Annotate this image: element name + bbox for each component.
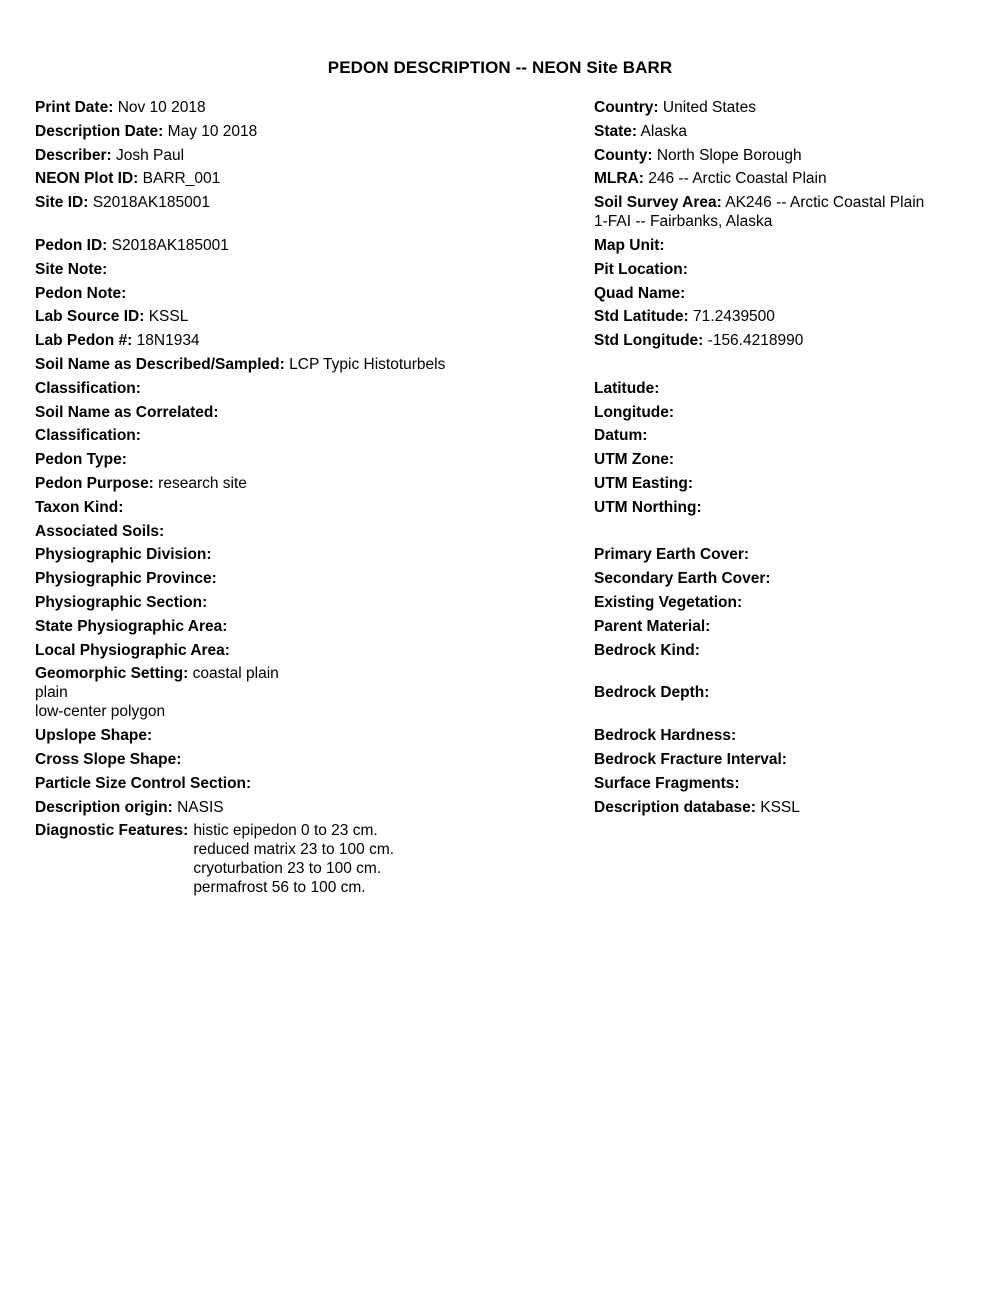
field-line xyxy=(594,426,965,445)
field-cell-left xyxy=(35,307,594,326)
field-label: Std Longitude: xyxy=(594,332,704,350)
field-row xyxy=(35,617,965,636)
field-label: Bedrock Depth: xyxy=(594,684,710,702)
field-cell-right xyxy=(594,193,965,231)
field-label: Pedon ID: xyxy=(35,236,108,254)
field-label: MLRA: xyxy=(594,170,644,188)
field-cell-left xyxy=(35,474,594,493)
field-cell-left xyxy=(35,450,594,469)
field-cell-left xyxy=(35,379,594,398)
field-cell-right xyxy=(594,474,965,493)
field-line xyxy=(594,98,965,117)
page-title: PEDON DESCRIPTION -- NEON Site BARR xyxy=(327,58,673,77)
field-label: Map Unit: xyxy=(594,236,665,254)
field-line xyxy=(35,522,594,541)
field-line xyxy=(35,498,594,517)
field-label: Geomorphic Setting: xyxy=(35,665,189,683)
field-line xyxy=(594,641,965,660)
field-line xyxy=(35,236,594,255)
field-value: -156.4218990 xyxy=(707,332,804,350)
field-row xyxy=(35,545,965,564)
field-label: Lab Pedon #: xyxy=(35,332,133,350)
field-line xyxy=(35,122,594,141)
field-value: plain xyxy=(35,684,68,702)
field-label: Soil Name as Described/Sampled: xyxy=(35,355,285,373)
field-cell-left xyxy=(35,146,594,165)
field-label: Particle Size Control Section: xyxy=(35,774,252,792)
field-cell-right xyxy=(594,798,965,817)
field-label: Pit Location: xyxy=(594,260,688,278)
field-label: Primary Earth Cover: xyxy=(594,546,750,564)
field-value: S2018AK185001 xyxy=(92,194,210,212)
field-line xyxy=(35,355,594,374)
field-cell-left xyxy=(35,426,594,445)
field-line xyxy=(594,169,965,188)
field-row xyxy=(35,169,965,188)
field-value: KSSL xyxy=(760,798,800,816)
field-row xyxy=(35,122,965,141)
field-cell-left xyxy=(35,236,594,255)
field-label: NEON Plot ID: xyxy=(35,170,139,188)
field-value: reduced matrix 23 to 100 cm. xyxy=(193,841,395,859)
field-value: low-center polygon xyxy=(35,703,166,721)
field-label: State: xyxy=(594,122,638,140)
field-line xyxy=(35,426,594,445)
field-label: Bedrock Fracture Interval: xyxy=(594,750,787,768)
field-cell-right xyxy=(594,426,965,445)
field-line xyxy=(35,307,594,326)
field-cell-right xyxy=(594,774,965,793)
field-line xyxy=(35,683,594,702)
field-cell-left xyxy=(35,617,594,636)
field-cell-right xyxy=(594,593,965,612)
field-row xyxy=(35,498,965,517)
field-label: Description Date: xyxy=(35,122,164,140)
field-label: Physiographic Division: xyxy=(35,546,212,564)
field-label: Parent Material: xyxy=(594,617,711,635)
field-line xyxy=(594,726,965,745)
field-row xyxy=(35,284,965,303)
field-line xyxy=(35,545,594,564)
field-value: NASIS xyxy=(177,798,224,816)
field-line xyxy=(594,683,965,702)
field-cell-left xyxy=(35,331,594,350)
field-label: Pedon Purpose: xyxy=(35,474,154,492)
field-cell-left xyxy=(35,355,594,374)
field-value: BARR_001 xyxy=(142,170,221,188)
field-row xyxy=(35,474,965,493)
field-line xyxy=(35,331,594,350)
field-line xyxy=(594,146,965,165)
field-line xyxy=(35,146,594,165)
field-label: Diagnostic Features: xyxy=(35,822,189,840)
field-label: Bedrock Kind: xyxy=(594,641,700,659)
field-label: Classification: xyxy=(35,427,141,445)
field-label: Bedrock Hardness: xyxy=(594,727,737,745)
field-cell-left xyxy=(35,284,594,303)
field-label: Print Date: xyxy=(35,99,114,116)
field-cell-right xyxy=(594,617,965,636)
field-line xyxy=(35,798,594,817)
field-value: Alaska xyxy=(640,122,688,140)
field-line xyxy=(594,212,965,231)
field-line xyxy=(594,450,965,469)
field-line xyxy=(35,774,594,793)
field-label: Taxon Kind: xyxy=(35,498,124,516)
field-line xyxy=(594,403,965,422)
field-line xyxy=(35,726,594,745)
field-cell-right xyxy=(594,450,965,469)
field-line xyxy=(35,750,594,769)
field-row xyxy=(35,664,965,721)
field-cell-left xyxy=(35,260,594,279)
field-line xyxy=(35,474,594,493)
field-cell-right xyxy=(594,260,965,279)
field-line xyxy=(594,593,965,612)
field-label: Site ID: xyxy=(35,194,89,212)
field-line xyxy=(35,617,594,636)
field-row xyxy=(35,193,965,231)
field-cell-left xyxy=(35,750,594,769)
field-label: County: xyxy=(594,146,653,164)
field-label: Upslope Shape: xyxy=(35,727,153,745)
field-value: 18N1934 xyxy=(136,332,200,350)
field-cell-left xyxy=(35,403,594,422)
field-label: Std Latitude: xyxy=(594,308,689,326)
field-line xyxy=(35,379,594,398)
field-cell-right xyxy=(594,331,965,350)
field-row xyxy=(35,98,965,117)
field-cell-left xyxy=(35,726,594,745)
field-label: Site Note: xyxy=(35,260,108,278)
field-row xyxy=(35,146,965,165)
field-line xyxy=(594,498,965,517)
field-row xyxy=(35,260,965,279)
field-cell-right xyxy=(594,169,965,188)
field-cell-left xyxy=(35,122,594,141)
field-label: Classification: xyxy=(35,379,141,397)
field-cell-left xyxy=(35,664,594,721)
field-value: 246 -- Arctic Coastal Plain xyxy=(648,170,827,188)
field-cell-right xyxy=(594,726,965,745)
field-line xyxy=(35,284,594,303)
field-label: Describer: xyxy=(35,146,112,164)
field-line xyxy=(594,331,965,350)
field-cell-left xyxy=(35,193,594,212)
field-cell-left xyxy=(35,593,594,612)
field-line xyxy=(594,193,965,212)
field-value: coastal plain xyxy=(192,665,279,683)
field-row xyxy=(35,821,965,897)
field-line xyxy=(594,774,965,793)
field-line xyxy=(594,236,965,255)
field-cell-right xyxy=(594,284,965,303)
field-cell-right xyxy=(594,236,965,255)
field-cell-left xyxy=(35,498,594,517)
field-label: Datum: xyxy=(594,427,648,445)
field-line xyxy=(594,284,965,303)
field-label: Physiographic Province: xyxy=(35,570,217,588)
field-label: Physiographic Section: xyxy=(35,593,208,611)
field-label: Local Physiographic Area: xyxy=(35,641,230,659)
field-row xyxy=(35,331,965,350)
field-row xyxy=(35,450,965,469)
field-row xyxy=(35,726,965,745)
field-row xyxy=(35,798,965,817)
field-line xyxy=(35,98,594,117)
field-cell-right xyxy=(594,545,965,564)
field-row xyxy=(35,569,965,588)
field-value: Nov 10 2018 xyxy=(117,99,206,116)
field-value: Josh Paul xyxy=(116,146,185,164)
field-line xyxy=(35,702,594,721)
field-line xyxy=(594,122,965,141)
field-line xyxy=(594,474,965,493)
field-label: Latitude: xyxy=(594,379,660,397)
field-label: Soil Survey Area: xyxy=(594,194,722,212)
field-cell-left xyxy=(35,774,594,793)
field-cell-left xyxy=(35,821,594,897)
field-label: Cross Slope Shape: xyxy=(35,750,182,768)
field-line xyxy=(35,450,594,469)
field-label: Quad Name: xyxy=(594,284,686,302)
field-label: Longitude: xyxy=(594,403,675,421)
field-cell-right xyxy=(594,498,965,517)
field-line xyxy=(35,193,594,212)
field-label: UTM Easting: xyxy=(594,474,694,492)
field-label: Associated Soils: xyxy=(35,522,165,540)
field-line xyxy=(35,260,594,279)
field-row xyxy=(35,593,965,612)
field-cell-left xyxy=(35,169,594,188)
field-line xyxy=(594,798,965,817)
field-value: LCP Typic Histoturbels xyxy=(289,355,446,373)
field-line xyxy=(594,260,965,279)
field-value: United States xyxy=(662,99,756,116)
field-row xyxy=(35,307,965,326)
field-value: research site xyxy=(158,474,247,492)
field-row xyxy=(35,426,965,445)
field-line xyxy=(594,617,965,636)
field-cell-right xyxy=(594,146,965,165)
field-value: AK246 -- Arctic Coastal Plain xyxy=(725,194,925,212)
field-label: UTM Northing: xyxy=(594,498,702,516)
field-label: Description database: xyxy=(594,798,756,816)
field-cell-left xyxy=(35,641,594,660)
field-line xyxy=(35,403,594,422)
field-cell-left xyxy=(35,522,594,541)
field-value: permafrost 56 to 100 cm. xyxy=(193,879,366,897)
field-label: State Physiographic Area: xyxy=(35,617,228,635)
field-row xyxy=(35,750,965,769)
field-cell-right xyxy=(594,122,965,141)
field-cell-left xyxy=(35,98,594,117)
field-row xyxy=(35,379,965,398)
field-label: UTM Zone: xyxy=(594,451,675,469)
field-line xyxy=(594,379,965,398)
field-line xyxy=(35,569,594,588)
field-label: Pedon Note: xyxy=(35,284,127,302)
field-value: May 10 2018 xyxy=(167,122,258,140)
field-label: Country: xyxy=(594,99,659,116)
field-label: Pedon Type: xyxy=(35,451,127,469)
field-value: S2018AK185001 xyxy=(111,236,229,254)
field-cell-right xyxy=(594,750,965,769)
field-cell-right xyxy=(594,641,965,660)
field-value: North Slope Borough xyxy=(656,146,802,164)
field-row xyxy=(35,774,965,793)
blank-line xyxy=(594,664,965,683)
field-row xyxy=(35,403,965,422)
field-value: KSSL xyxy=(148,308,189,326)
field-label: Description origin: xyxy=(35,798,173,816)
field-line xyxy=(594,569,965,588)
field-row xyxy=(35,522,965,541)
field-cell-right xyxy=(594,307,965,326)
field-cell-right xyxy=(594,379,965,398)
field-label: Surface Fragments: xyxy=(594,774,740,792)
field-line xyxy=(594,307,965,326)
field-cell-right xyxy=(594,569,965,588)
field-row xyxy=(35,355,965,374)
field-line xyxy=(35,641,594,660)
field-value-lines xyxy=(193,821,394,897)
field-line xyxy=(35,593,594,612)
field-value: cryoturbation 23 to 100 cm. xyxy=(193,860,382,878)
field-line xyxy=(594,545,965,564)
field-label: Soil Name as Correlated: xyxy=(35,403,219,421)
field-label: Secondary Earth Cover: xyxy=(594,570,771,588)
field-label: Lab Source ID: xyxy=(35,308,145,326)
field-row xyxy=(35,236,965,255)
field-cell-right xyxy=(594,664,965,702)
field-cell-left xyxy=(35,569,594,588)
field-cell-right xyxy=(594,98,965,117)
field-value: histic epipedon 0 to 23 cm. xyxy=(193,822,378,840)
field-rows xyxy=(0,98,1000,897)
field-label: Existing Vegetation: xyxy=(594,593,743,611)
field-value: 1-FAI -- Fairbanks, Alaska xyxy=(594,213,773,231)
field-line xyxy=(35,664,594,683)
field-cell-right xyxy=(594,403,965,422)
field-row xyxy=(35,641,965,660)
field-value: 71.2439500 xyxy=(693,308,775,326)
field-cell-left xyxy=(35,798,594,817)
field-line xyxy=(594,750,965,769)
field-cell-left xyxy=(35,545,594,564)
field-line xyxy=(35,169,594,188)
